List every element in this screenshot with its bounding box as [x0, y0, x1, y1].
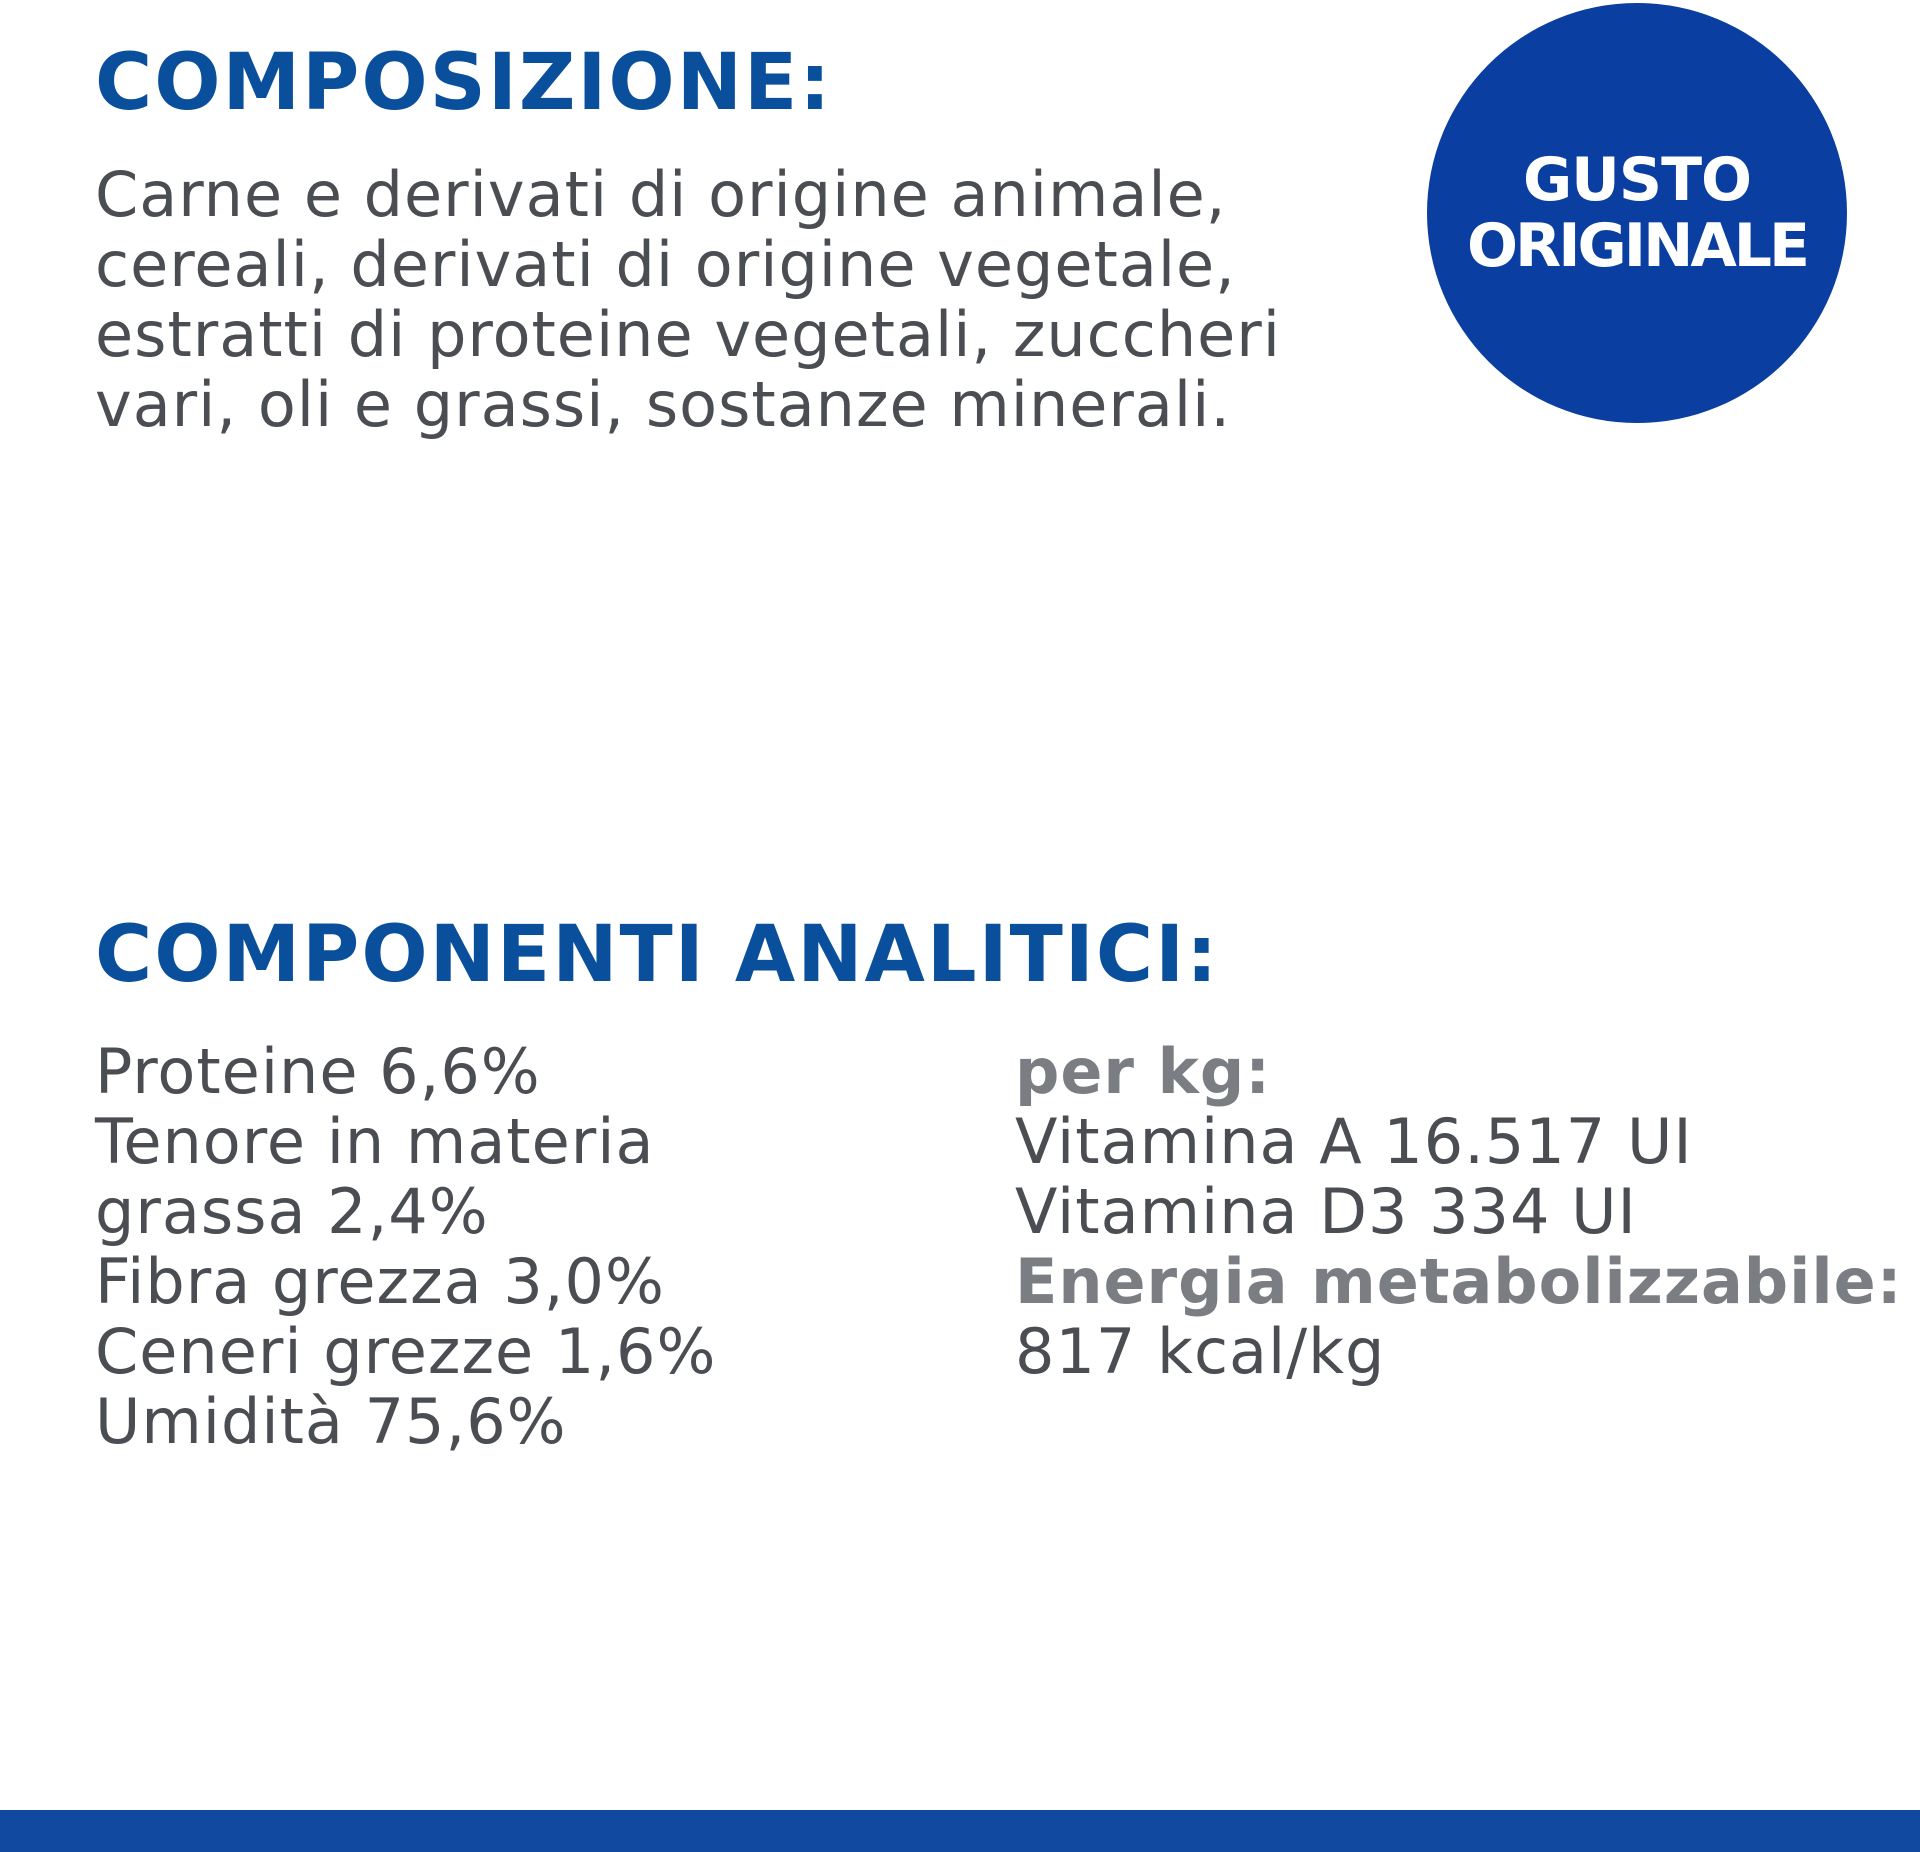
analytics-line-fiber: Fibra grezza 3,0% — [95, 1245, 665, 1318]
vitamin-a-value: Vitamina A 16.517 UI — [1015, 1105, 1693, 1178]
bottom-bar — [0, 1810, 1920, 1852]
analytics-line-ash: Ceneri grezze 1,6% — [95, 1315, 717, 1388]
badge-line-1: GUSTO — [1522, 145, 1752, 215]
vitamin-d3-value: Vitamina D3 334 UI — [1015, 1175, 1637, 1248]
analytics-line-fat-1: Tenore in materia — [95, 1105, 655, 1178]
composition-text — [95, 160, 1281, 440]
composition-line: vari, oli e grassi, sostanze minerali. — [95, 368, 1232, 441]
composition-line: estratti di proteine vegetali, zuccheri — [95, 298, 1281, 371]
analytics-line-moisture: Umidità 75,6% — [95, 1385, 567, 1458]
analytics-left-column — [95, 1037, 716, 1457]
energy-value: 817 kcal/kg — [1015, 1315, 1386, 1388]
composition-heading: COMPOSIZIONE: — [95, 38, 833, 128]
analytics-heading: COMPONENTI ANALITICI: — [95, 910, 1220, 1000]
gusto-originale-badge — [1427, 3, 1847, 423]
composition-line: cereali, derivati di origine vegetale, — [95, 228, 1236, 301]
per-kg-label: per kg: — [1015, 1035, 1271, 1108]
badge-line-2: ORIGINALE — [1467, 211, 1807, 281]
analytics-line-fat-2: grassa 2,4% — [95, 1175, 489, 1248]
analytics-right-column — [1015, 1037, 1903, 1387]
composition-line: Carne e derivati di origine animale, — [95, 158, 1227, 231]
analytics-line-protein: Proteine 6,6% — [95, 1035, 541, 1108]
energy-label: Energia metabolizzabile: — [1015, 1245, 1903, 1318]
